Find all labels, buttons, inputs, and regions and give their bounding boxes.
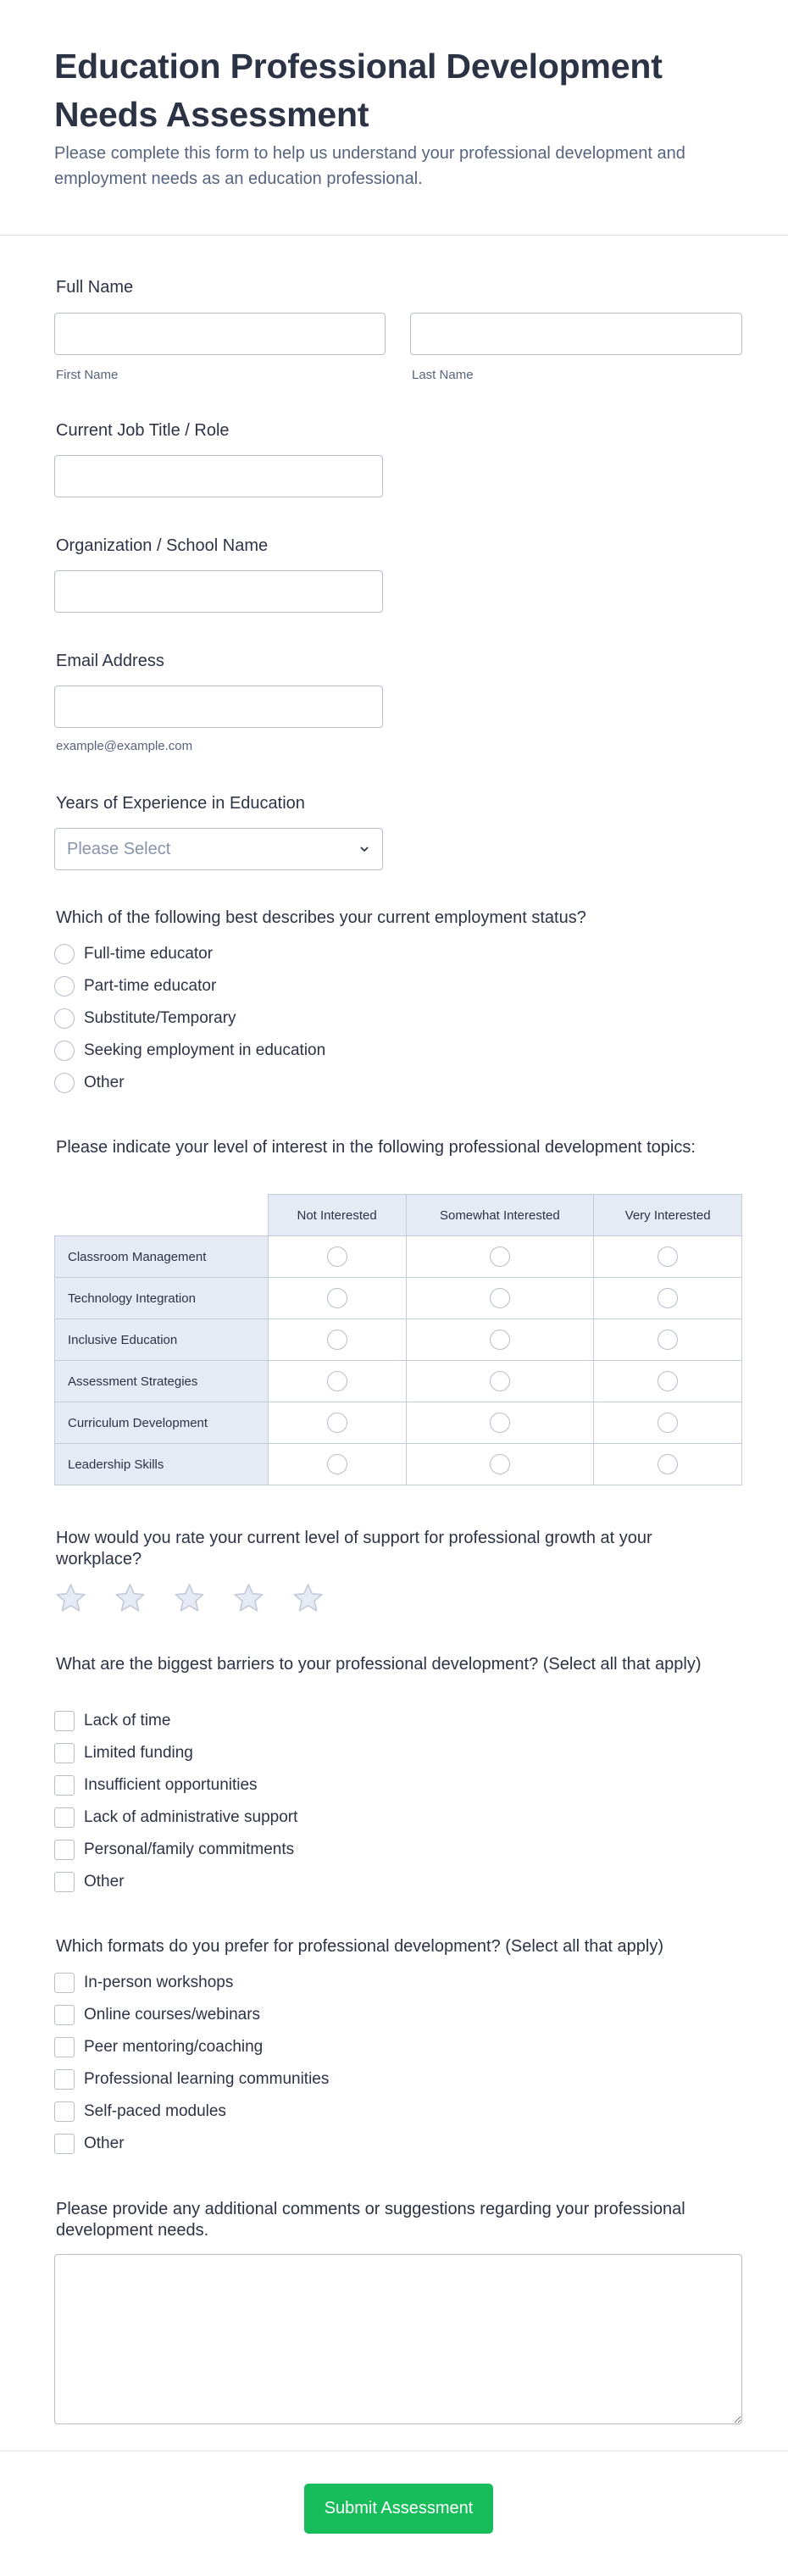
option-label: Other	[84, 1873, 125, 1890]
matrix-column-header: Very Interested	[594, 1195, 742, 1236]
experience-select-value: Please Select	[67, 839, 171, 858]
matrix-radio[interactable]	[490, 1288, 510, 1308]
interest-matrix	[54, 1194, 742, 1485]
option-label: Lack of time	[84, 1712, 171, 1729]
format-option[interactable]	[54, 2063, 329, 2096]
radio-button[interactable]	[54, 976, 75, 997]
star-icon[interactable]	[54, 1582, 87, 1615]
formats-options	[54, 1967, 329, 2160]
matrix-radio[interactable]	[490, 1330, 510, 1350]
matrix-column-header: Somewhat Interested	[406, 1195, 594, 1236]
matrix-row	[55, 1236, 742, 1278]
barrier-option[interactable]	[54, 1834, 297, 1866]
star-icon[interactable]	[114, 1582, 147, 1615]
matrix-corner	[55, 1195, 269, 1236]
star-icon[interactable]	[232, 1582, 265, 1615]
matrix-radio[interactable]	[658, 1371, 678, 1391]
matrix-row	[55, 1278, 742, 1319]
barrier-option[interactable]	[54, 1866, 297, 1898]
checkbox[interactable]	[54, 1743, 75, 1763]
matrix-row-label: Technology Integration	[55, 1278, 269, 1319]
submit-button[interactable]: Submit Assessment	[304, 2484, 493, 2534]
matrix-radio[interactable]	[490, 1413, 510, 1433]
email-input[interactable]	[54, 686, 383, 728]
matrix-row	[55, 1402, 742, 1444]
employment-option[interactable]	[54, 1035, 325, 1067]
email-label: Email Address	[56, 652, 164, 670]
experience-label: Years of Experience in Education	[56, 794, 305, 813]
matrix-row-label: Curriculum Development	[55, 1402, 269, 1444]
last-name-sublabel: Last Name	[412, 368, 474, 382]
matrix-radio[interactable]	[327, 1288, 347, 1308]
option-label: Lack of administrative support	[84, 1808, 298, 1826]
option-label: Personal/family commitments	[84, 1840, 295, 1858]
last-name-input[interactable]	[410, 313, 742, 355]
radio-button[interactable]	[54, 1008, 75, 1029]
comments-label: Please provide any additional comments or suggestions regarding your professional development needs.	[56, 2200, 685, 2240]
first-name-input[interactable]	[54, 313, 386, 355]
employment-option[interactable]	[54, 1067, 325, 1099]
checkbox[interactable]	[54, 2005, 75, 2025]
option-label: Part-time educator	[84, 977, 217, 995]
employment-option[interactable]	[54, 938, 325, 970]
form-description: Please complete this form to help us understand your professional development and employment needs as an education professional.	[54, 144, 685, 188]
format-option[interactable]	[54, 1967, 329, 1999]
form-header	[0, 0, 788, 236]
option-label: Professional learning communities	[84, 2070, 330, 2088]
comments-textarea[interactable]	[54, 2254, 742, 2424]
matrix-radio[interactable]	[658, 1246, 678, 1267]
barriers-options	[54, 1705, 297, 1898]
matrix-row	[55, 1319, 742, 1361]
option-label: Full-time educator	[84, 945, 214, 963]
job-title-label: Current Job Title / Role	[56, 421, 230, 440]
checkbox[interactable]	[54, 1973, 75, 1993]
employment-option[interactable]	[54, 1002, 325, 1035]
matrix-radio[interactable]	[490, 1246, 510, 1267]
format-option[interactable]	[54, 1999, 329, 2031]
format-option[interactable]	[54, 2031, 329, 2063]
matrix-row-label: Classroom Management	[55, 1236, 269, 1278]
organization-input[interactable]	[54, 570, 383, 613]
option-label: Limited funding	[84, 1744, 193, 1762]
matrix-radio[interactable]	[658, 1454, 678, 1474]
barriers-label: What are the biggest barriers to your professional development? (Select all that apply)	[56, 1655, 702, 1674]
full-name-label: Full Name	[56, 278, 134, 297]
option-label: Self-paced modules	[84, 2102, 226, 2120]
matrix-row	[55, 1361, 742, 1402]
experience-select[interactable]	[54, 828, 383, 870]
matrix-radio[interactable]	[490, 1454, 510, 1474]
checkbox[interactable]	[54, 1840, 75, 1860]
matrix-radio[interactable]	[658, 1330, 678, 1350]
chevron-down-icon	[358, 843, 370, 855]
matrix-row	[55, 1444, 742, 1485]
form-title: Education Professional Development Needs Assessment	[54, 47, 663, 134]
barrier-option[interactable]	[54, 1769, 297, 1802]
barrier-option[interactable]	[54, 1705, 297, 1737]
matrix-column-header: Not Interested	[268, 1195, 406, 1236]
matrix-radio[interactable]	[327, 1413, 347, 1433]
barrier-option[interactable]	[54, 1802, 297, 1834]
checkbox[interactable]	[54, 2037, 75, 2057]
radio-button[interactable]	[54, 1041, 75, 1061]
option-label: Insufficient opportunities	[84, 1776, 258, 1794]
matrix-radio[interactable]	[327, 1371, 347, 1391]
matrix-radio[interactable]	[658, 1288, 678, 1308]
matrix-radio[interactable]	[658, 1413, 678, 1433]
matrix-row-label: Assessment Strategies	[55, 1361, 269, 1402]
option-label: Peer mentoring/coaching	[84, 2038, 264, 2056]
format-option[interactable]	[54, 2128, 329, 2160]
email-sublabel: example@example.com	[56, 739, 193, 753]
checkbox[interactable]	[54, 1807, 75, 1828]
support-label: How would you rate your current level of support for professional growth at your workplace?	[56, 1529, 652, 1568]
organization-label: Organization / School Name	[56, 536, 269, 555]
matrix-radio[interactable]	[327, 1330, 347, 1350]
employment-options	[54, 938, 325, 1099]
matrix-row-label: Inclusive Education	[55, 1319, 269, 1361]
interest-label: Please indicate your level of interest in the following professional development topics:	[56, 1138, 696, 1157]
formats-label: Which formats do you prefer for professional development? (Select all that apply)	[56, 1937, 664, 1956]
barrier-option[interactable]	[54, 1737, 297, 1769]
employment-label: Which of the following best describes your current employment status?	[56, 908, 586, 927]
star-rating	[54, 1582, 325, 1615]
option-label: In-person workshops	[84, 1974, 234, 1991]
star-icon[interactable]	[291, 1582, 325, 1615]
checkbox[interactable]	[54, 2101, 75, 2122]
first-name-sublabel: First Name	[56, 368, 119, 382]
checkbox[interactable]	[54, 2134, 75, 2154]
option-label: Substitute/Temporary	[84, 1009, 236, 1027]
matrix-radio[interactable]	[490, 1371, 510, 1391]
option-label: Online courses/webinars	[84, 2006, 261, 2024]
radio-button[interactable]	[54, 944, 75, 964]
job-title-input[interactable]	[54, 455, 383, 497]
checkbox[interactable]	[54, 1775, 75, 1796]
option-label: Other	[84, 1074, 125, 1091]
checkbox[interactable]	[54, 1872, 75, 1892]
radio-button[interactable]	[54, 1073, 75, 1093]
option-label: Seeking employment in education	[84, 1041, 326, 1059]
option-label: Other	[84, 2135, 125, 2152]
format-option[interactable]	[54, 2096, 329, 2128]
matrix-radio[interactable]	[327, 1246, 347, 1267]
employment-option[interactable]	[54, 970, 325, 1002]
matrix-radio[interactable]	[327, 1454, 347, 1474]
checkbox[interactable]	[54, 1711, 75, 1731]
checkbox[interactable]	[54, 2069, 75, 2090]
star-icon[interactable]	[173, 1582, 206, 1615]
matrix-row-label: Leadership Skills	[55, 1444, 269, 1485]
